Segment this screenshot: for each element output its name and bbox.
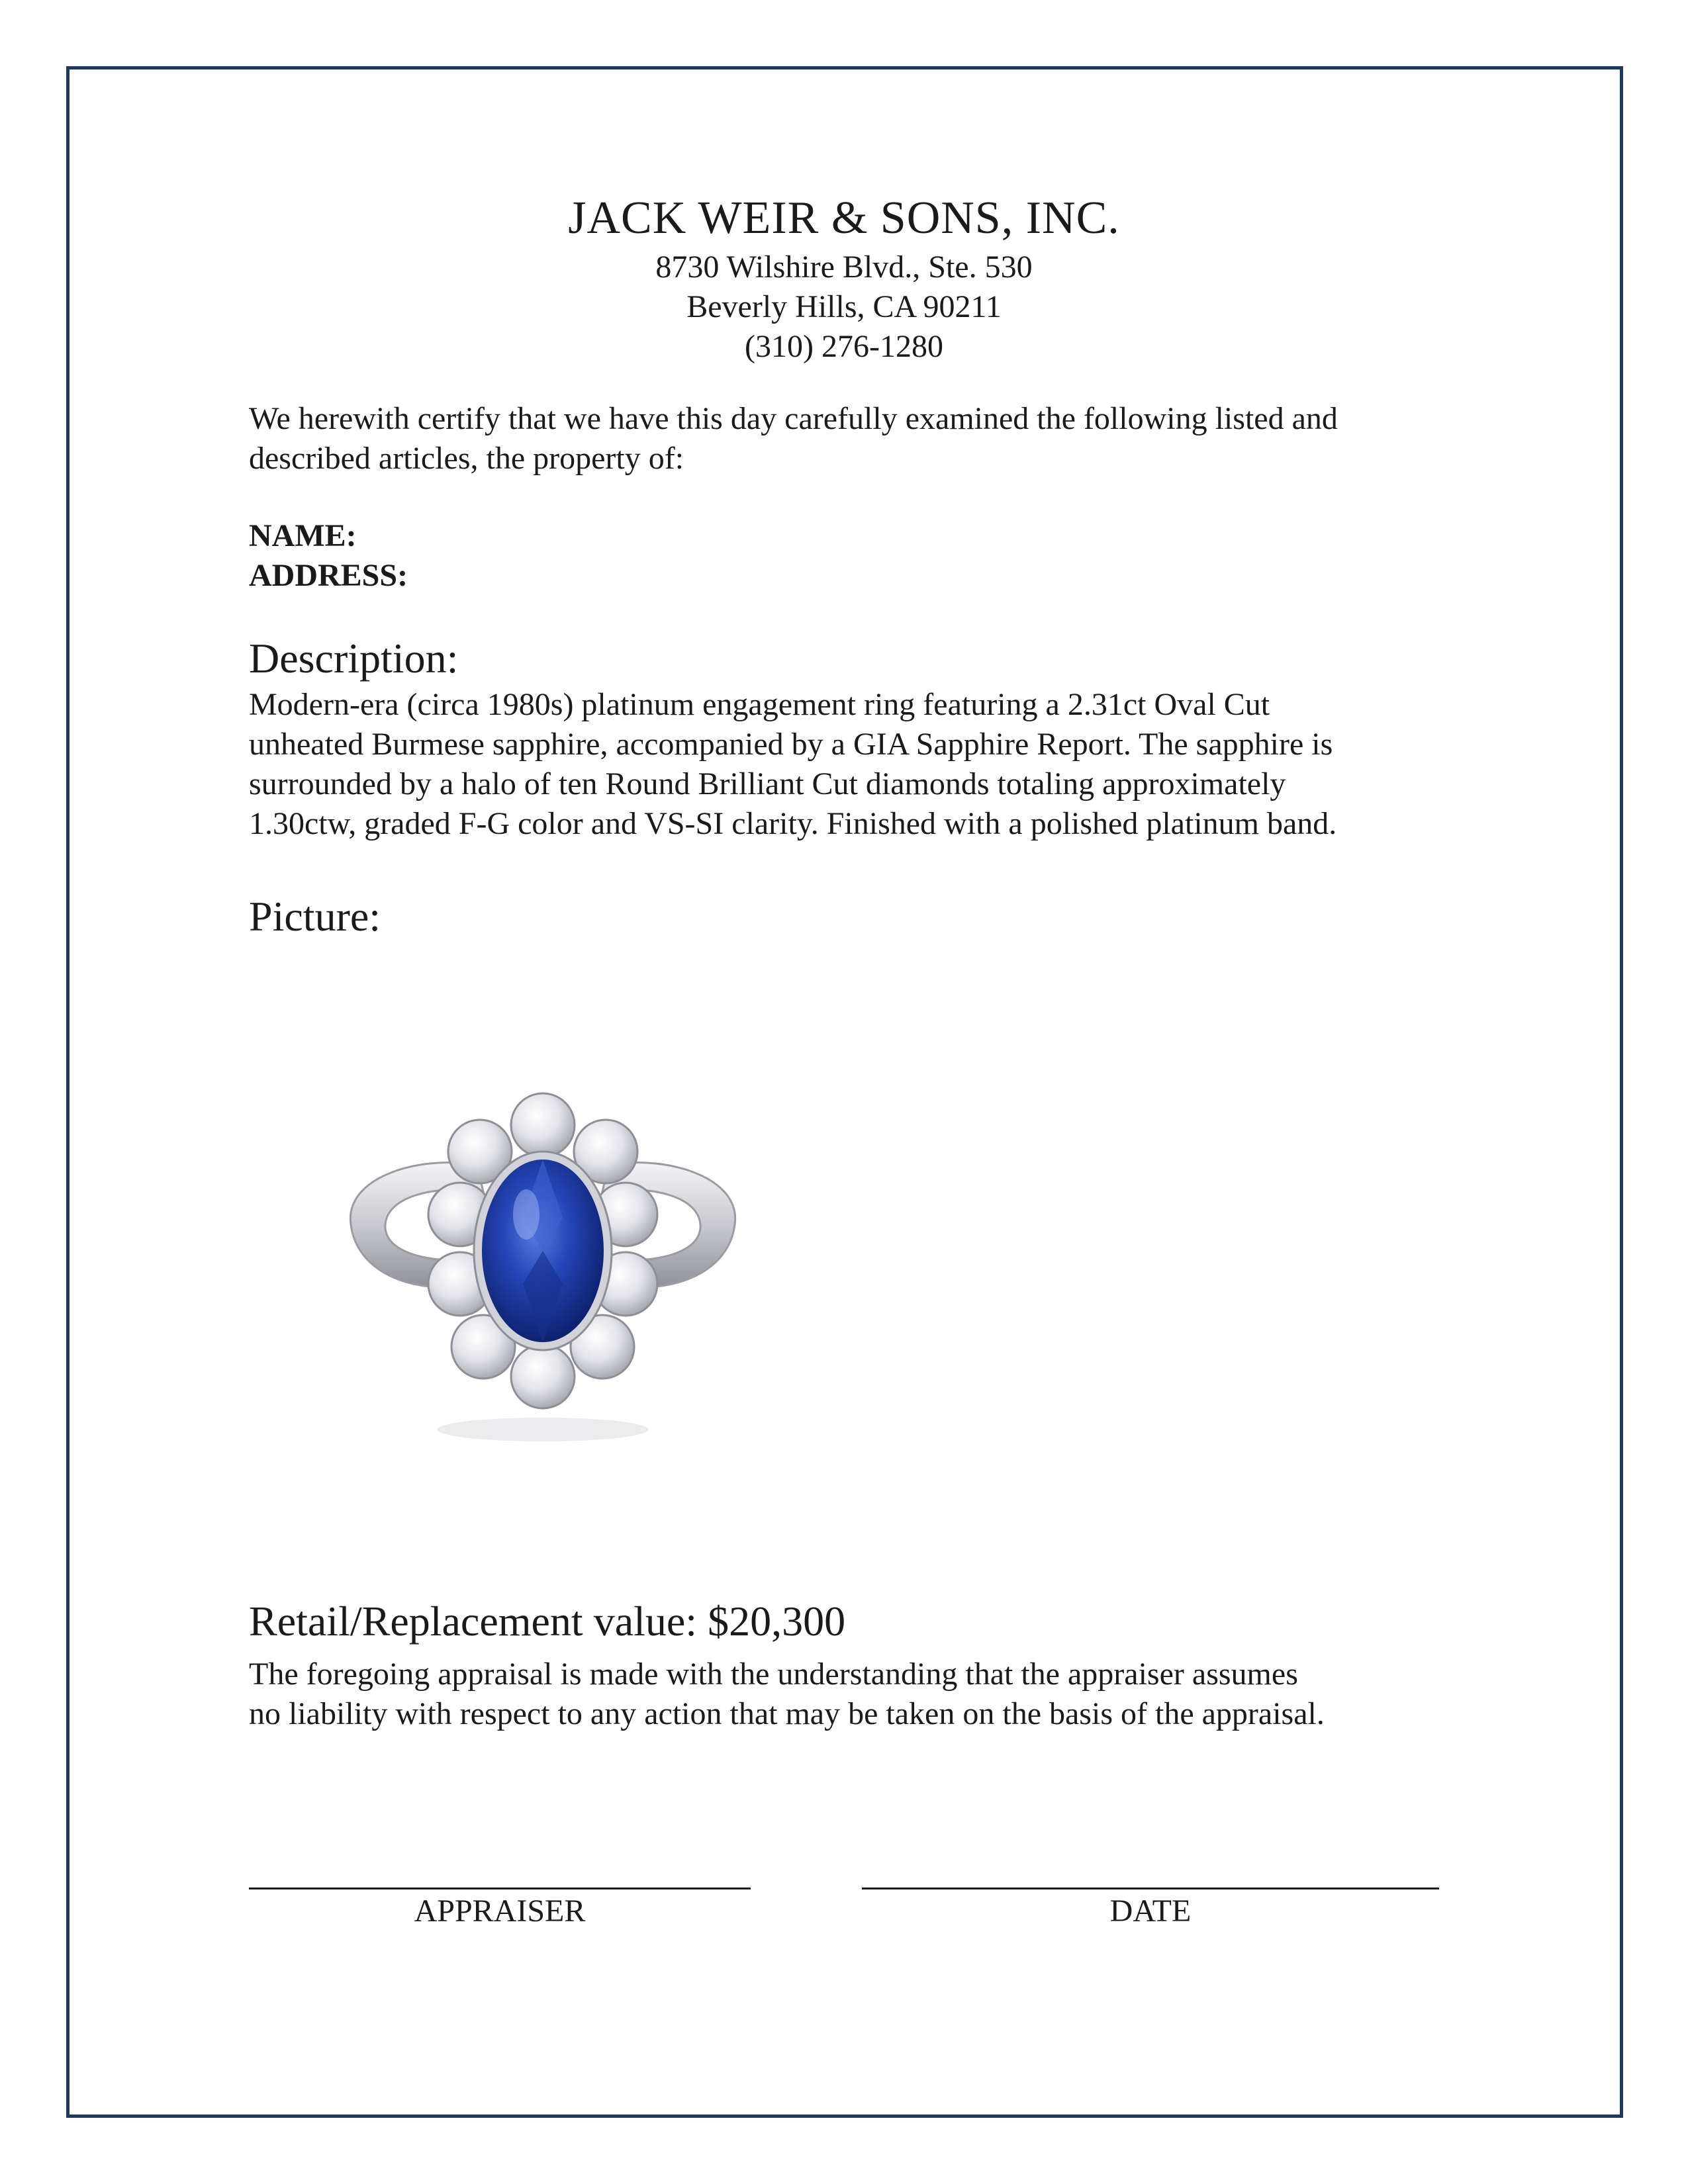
disclaimer-line: The foregoing appraisal is made with the understanding that the appraiser assumes bbox=[249, 1657, 1298, 1692]
disclaimer-line: no liability with respect to any action that may be taken on the basis of the appraisal. bbox=[249, 1696, 1325, 1731]
owner-fields bbox=[249, 516, 1460, 596]
company-city-state-zip: Beverly Hills, CA 90211 bbox=[686, 289, 1002, 324]
date-label: DATE bbox=[1109, 1893, 1192, 1929]
ring-shadow bbox=[437, 1418, 649, 1441]
picture-heading: Picture: bbox=[249, 893, 381, 940]
description-line: 1.30ctw, graded F-G color and VS-SI clarity. Finished with a polished platinum band. bbox=[249, 806, 1337, 841]
replacement-value: Retail/Replacement value: $20,300 bbox=[249, 1598, 846, 1645]
address-label: ADDRESS: bbox=[249, 558, 408, 593]
page-border bbox=[66, 66, 1623, 2118]
appraiser-signature-line bbox=[249, 1888, 751, 1889]
certification-statement bbox=[249, 399, 1460, 478]
name-label: NAME: bbox=[249, 518, 357, 553]
letterhead bbox=[0, 189, 1688, 367]
diamond bbox=[511, 1093, 575, 1157]
description-heading: Description: bbox=[249, 635, 459, 682]
description-line: Modern-era (circa 1980s) platinum engagement ring featuring a 2.31ct Oval Cut bbox=[249, 687, 1270, 722]
company-street-address: 8730 Wilshire Blvd., Ste. 530 bbox=[655, 250, 1033, 285]
appraiser-label: APPRAISER bbox=[414, 1893, 586, 1929]
date-signature-line bbox=[862, 1888, 1439, 1889]
company-name: JACK WEIR & SONS, INC. bbox=[568, 193, 1120, 244]
certification-line: We herewith certify that we have this day carefully examined the following listed and bbox=[249, 401, 1338, 436]
company-phone: (310) 276-1280 bbox=[745, 329, 943, 364]
description-line: surrounded by a halo of ten Round Brilliant Cut diamonds totaling approximately bbox=[249, 766, 1286, 801]
certification-line: described articles, the property of: bbox=[249, 441, 684, 476]
description-line: unheated Burmese sapphire, accompanied by a GIA Sapphire Report. The sapphire is bbox=[249, 727, 1333, 762]
sapphire-highlight bbox=[513, 1189, 539, 1240]
liability-disclaimer bbox=[249, 1655, 1460, 1734]
description-body bbox=[249, 685, 1460, 844]
diamond bbox=[511, 1345, 575, 1408]
ring-photo bbox=[324, 1085, 761, 1456]
